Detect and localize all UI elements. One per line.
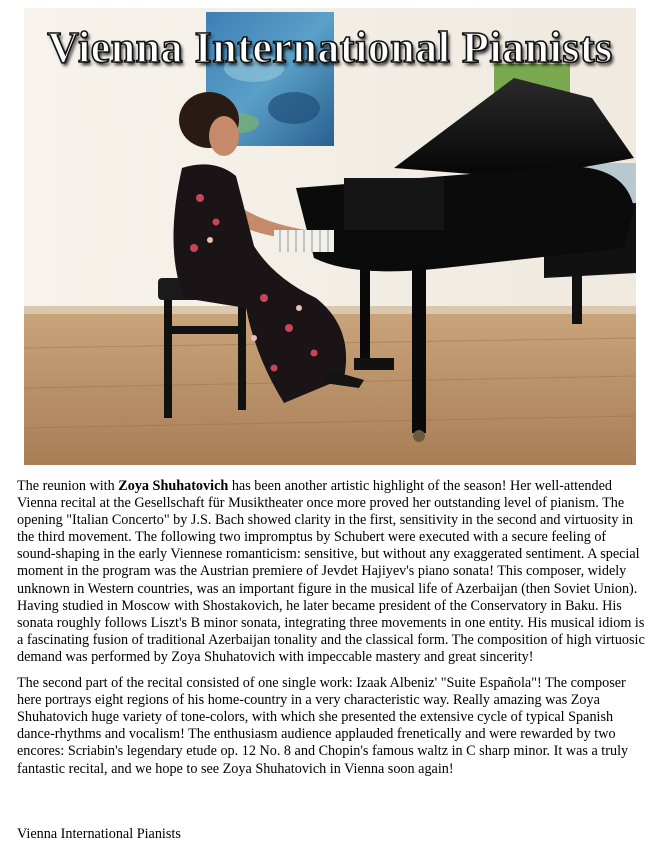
performer-name: Zoya Shuhatovich: [118, 478, 229, 494]
signature: Vienna International Pianists: [17, 826, 181, 842]
paragraph-1: [17, 478, 647, 666]
concert-photo: [24, 8, 636, 465]
paragraph-1-intro: The reunion with: [17, 478, 119, 494]
paragraph-2: The second part of the recital consisted of one single work: Izaak Albeniz' "Suite Española"! The composer here portrays eight regions of his home-country in a very characteristic way. Really amazing was Zoya Shuhatovich huge variety of tone-colors, with which she presented the extensive cycle of typical Spanish dance-rhythms and vocalism! The enthusiasm audience applauded frenetically and were rewarded by two encores: Scriabin's legendary etude op. 12 No. 8 and Chopin's famous waltz in C sharp minor. It was a truly fantastic recital, and we hope to see Zoya Shuhatovich in Vienna soon again!: [17, 675, 629, 777]
concert-photo-icon: [24, 8, 636, 465]
banner-title: Vienna International Pianists: [47, 23, 613, 72]
paragraph-1-body: has been another artistic highlight of the season! Her well-attended Vienna recital at the Gesellschaft für Musiktheater once more proved her outstanding level of pianism. The opening "Italian Concerto" by J.S. Bach showed clarity in the first, sensitivity in the second and virtuosity in the third movement. The following two impromptus by Schubert were executed with a secure feeling of sound-shaping in the early Viennese romanticism: sensitive, but without any exaggerated sentiment. A special moment in the program was the Austrian premiere of Jevdet Hajiyev's piano sonata! This composer, widely unknown in Western countries, was an important figure in the musical life of Azerbaijan (then Soviet Union). Having studied in Moscow with Shostakovich, he later became president of the Conservatory in Baku. His sonata roughly follows Liszt's B minor sonata, integrating three movements in one entity. His musical idiom is a fascinating fusion of traditional Azerbaijan tonality and the classical form. The composition of high virtuosic demand was performed by Zoya Shuhatovich with impeccable mastery and great sincerity!: [17, 478, 645, 665]
article-body: [17, 478, 647, 787]
